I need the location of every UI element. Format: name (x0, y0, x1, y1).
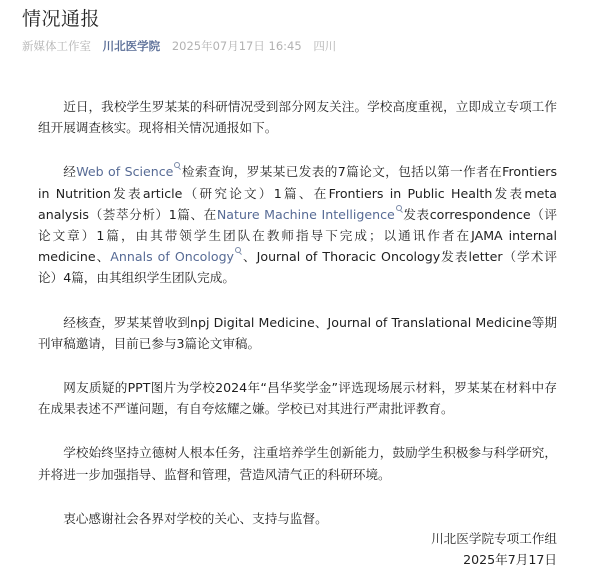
search-icon (174, 162, 181, 170)
signature-block (431, 528, 557, 570)
paragraph-review-invitations: 经核查，罗某某曾收到npj Digital Medicine、Journal of Translational Medicine等期刊审稿邀请，目前已参与3篇论文审稿。 (38, 314, 557, 351)
search-icon (396, 205, 403, 213)
signature-org: 川北医学院专项工作组 (431, 531, 557, 546)
text-segment: 发表correspondence（评论文章）1篇，由其带领学生团队在教师指导下完成；以通讯作者在JAMA internal medicine、 (38, 206, 557, 265)
paragraph-thanks: 衷心感谢社会各界对学校的关心、支持与监督。 (63, 510, 328, 526)
account-name-link[interactable]: 川北医学院 (102, 39, 161, 53)
article-title: 情况通报 (22, 8, 101, 30)
author-name: 新媒体工作室 (22, 39, 91, 53)
search-link-annals-of-oncology[interactable] (110, 249, 242, 264)
paragraph-ppt-explanation: 网友质疑的PPT图片为学校2024年“昌华奖学金”评选现场展示材料，罗某某在材料中存在成果表述不严谨问题，有自夸炫耀之嫌。学校已对其进行严肃批评教育。 (38, 380, 557, 417)
search-link-web-of-science[interactable] (76, 164, 181, 179)
text-segment: 、Journal of Thoracic Oncology发表letter（学术评论）4篇，由其组织学生团队完成。 (38, 249, 557, 286)
text-segment: 检索查询，罗某某已发表的7篇论文，包括以第一作者在Frontiers in Nutrition发表article（研究论文）1篇、在Frontiers in Public Health发表meta analysis（荟萃分析）1篇、在 (38, 164, 558, 222)
link-label: Nature Machine Intelligence (216, 206, 395, 222)
paragraph-school-commitment: 学校始终坚持立德树人根本任务，注重培养学生创新能力，鼓励学生积极参与科学研究，并将进一步加强指导、监督和管理，营造风清气正的科研环境。 (38, 445, 557, 482)
search-icon (235, 247, 242, 255)
publish-location: 四川 (313, 39, 337, 53)
search-link-nature-machine-intelligence[interactable] (217, 207, 403, 222)
signature-date: 2025年7月17日 (463, 552, 557, 567)
paragraph-publications (38, 161, 557, 288)
text-segment: 经 (63, 164, 77, 180)
paragraph-intro: 近日，我校学生罗某某的科研情况受到部分网友关注。学校高度重视，立即成立专项工作组开展调查核实。现将相关情况通报如下。 (38, 99, 557, 136)
publish-datetime: 2025年07月17日 16:45 (171, 39, 302, 53)
article-meta (22, 38, 344, 54)
link-label: Annals of Oncology (110, 249, 235, 265)
article-body (38, 96, 557, 552)
link-label: Web of Science (76, 164, 174, 180)
